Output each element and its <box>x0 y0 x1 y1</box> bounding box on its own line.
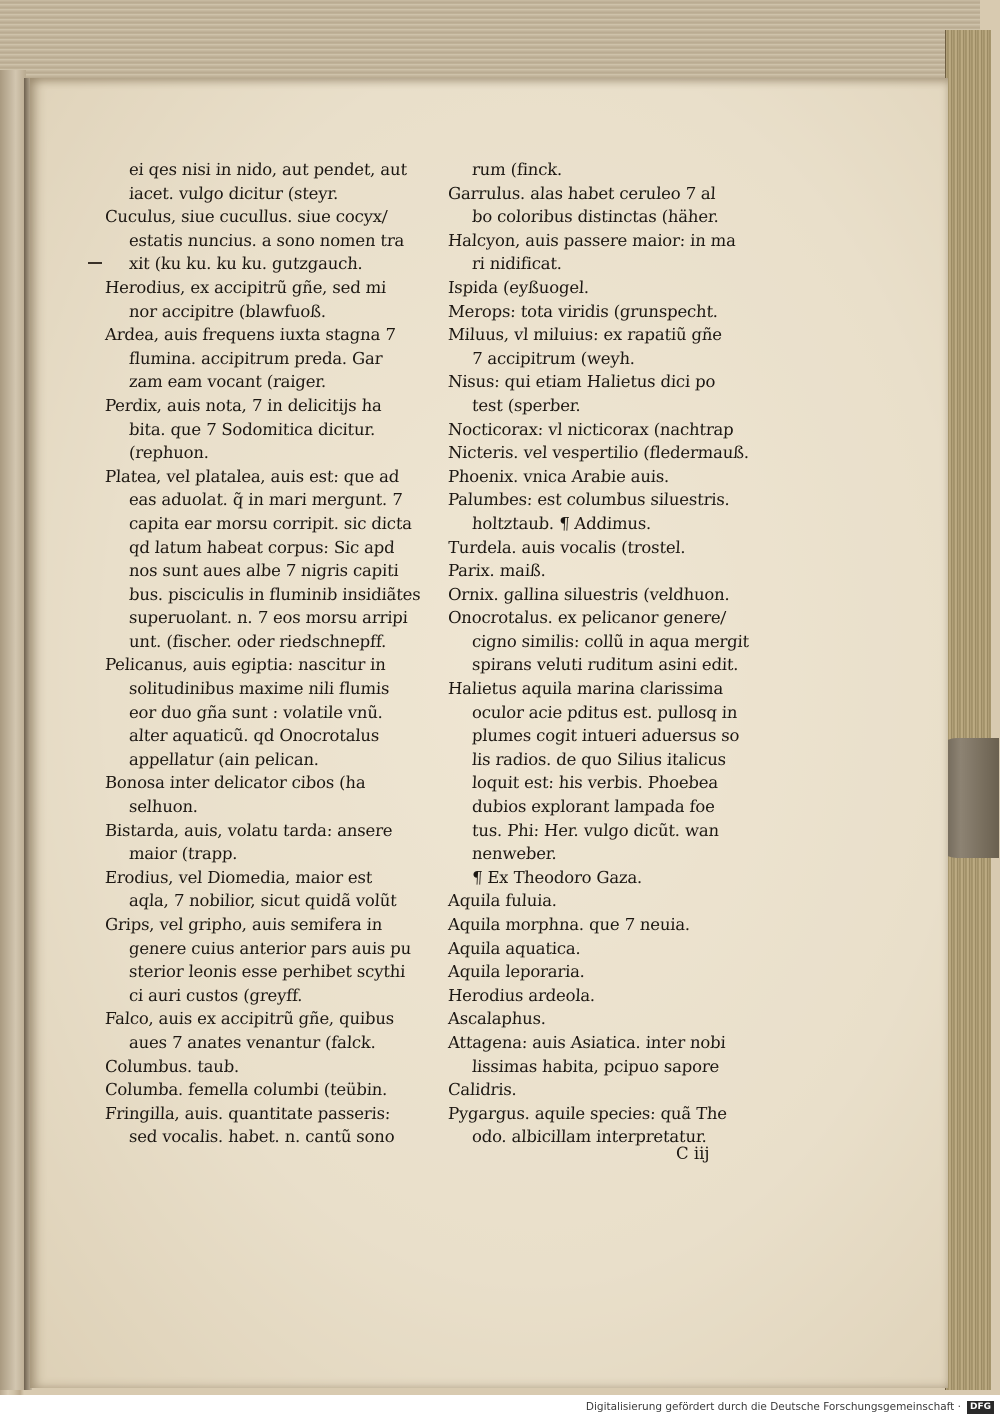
text-line: Perdix, auis nota, 7 in delicitijs ha <box>104 395 383 415</box>
right-text-column <box>448 158 793 1149</box>
text-line: Palumbes: est columbus siluestris. <box>447 490 731 510</box>
text-line: rum (finck. <box>471 160 563 179</box>
signature-mark: C iij <box>676 1144 710 1163</box>
text-line: lissimas habita, pcipuo sapore <box>471 1056 720 1076</box>
text-line: ¶ Ex Theodoro Gaza. <box>471 867 643 887</box>
text-line: flumina. accipitrum preda. Gar <box>128 348 383 368</box>
text-line: Calidris. <box>447 1080 518 1100</box>
text-line: ci auri custos (greyff. <box>128 985 304 1005</box>
text-line: zam eam vocant (raiger. <box>128 372 327 392</box>
digitization-footer <box>0 1395 1000 1419</box>
text-line: Grips, vel gripho, auis semifera in <box>104 915 383 934</box>
text-line: lis radios. de quo Silius italicus <box>471 749 727 769</box>
text-line: Halietus aquila marina clarissima <box>447 679 724 699</box>
text-line: Erodius, vel Diomedia, maior est <box>104 867 373 887</box>
page-fore-edge <box>945 30 991 1390</box>
text-line: selhuon. <box>128 797 199 817</box>
text-line: Nocticorax: vl nicticorax (nachtrap <box>447 419 735 439</box>
page-top-edges <box>0 0 980 82</box>
text-line: nos sunt aues albe 7 nigris capiti <box>128 561 400 581</box>
text-line: capita ear morsu corripit. sic dicta <box>128 513 413 533</box>
text-line: Columba. femella columbi (teübin. <box>104 1080 388 1100</box>
text-line: (rephuon. <box>128 443 210 463</box>
text-line: Bistarda, auis, volatu tarda: ansere <box>104 820 393 840</box>
text-line: Ascalaphus. <box>447 1009 547 1029</box>
footer-credit: Digitalisierung gefördert durch die Deutsche Forschungsgemeinschaft · <box>585 1401 961 1413</box>
text-line: Ispida (eyßuogel. <box>447 277 590 297</box>
facing-page-edge <box>0 70 26 1390</box>
text-line: Pelicanus, auis egiptia: nascitur in <box>104 655 387 675</box>
text-line: Fringilla, auis. quantitate passeris: <box>104 1103 391 1123</box>
text-line: eas aduolat. q̃ in mari mergunt. 7 <box>128 490 404 510</box>
text-line: bita. que 7 Sodomitica dicitur. <box>128 419 376 439</box>
text-line: Garrulus. alas habet ceruleo 7 al <box>447 183 717 203</box>
text-line: estatis nuncius. a sono nomen tra <box>128 230 405 250</box>
text-line: plumes cogit intueri aduersus so <box>471 726 740 746</box>
text-line: Halcyon, auis passere maior: in ma <box>447 230 737 250</box>
text-line: Nisus: qui etiam Halietus dici po <box>447 372 716 392</box>
text-line: appellatur (ain pelican. <box>128 749 320 769</box>
text-line: Aquila aquatica. <box>447 938 582 958</box>
text-line: bo coloribus distinctas (häher. <box>471 207 720 227</box>
text-line: ei qes nisi in nido, aut pendet, aut <box>128 160 408 179</box>
text-line: odo. albicillam interpretatur. <box>471 1127 708 1147</box>
text-line: Onocrotalus. ex pelicanor genere/ <box>447 608 727 628</box>
text-line: iacet. vulgo dicitur (steyr. <box>128 183 339 203</box>
text-line: Attagena: auis Asiatica. inter nobi <box>447 1032 727 1052</box>
text-line: maior (trapp. <box>128 844 238 864</box>
text-line: genere cuius anterior pars auis pu <box>128 938 412 958</box>
text-line: nenweber. <box>471 844 558 864</box>
text-line: spirans veluti ruditum asini edit. <box>471 655 739 675</box>
text-line: Pygargus. aquile species: quã The <box>447 1103 728 1123</box>
text-line: sed vocalis. habet. n. cantũ sono <box>128 1127 395 1147</box>
text-line: test (sperber. <box>471 395 582 415</box>
text-line: Nicteris. vel vespertilio (fledermauß. <box>447 443 750 463</box>
text-line: Ornix. gallina siluestris (veldhuon. <box>447 584 731 604</box>
text-line: Herodius, ex accipitrũ gñe, sed mi <box>104 277 387 297</box>
text-line: Platea, vel platalea, auis est: que ad <box>104 466 400 486</box>
margin-mark <box>88 262 102 264</box>
text-line: loquit est: his verbis. Phoebea <box>471 773 719 793</box>
text-line: dubios explorant lampada foe <box>471 797 716 817</box>
text-line: Merops: tota viridis (grunspecht. <box>447 301 719 321</box>
text-line: aqla, 7 nobilior, sicut quidã volũt <box>128 891 398 911</box>
text-line: Herodius ardeola. <box>447 985 596 1005</box>
text-line: cigno similis: collũ in aqua mergit <box>471 631 750 651</box>
text-line: bus. pisciculis in fluminib insidiãtes <box>128 584 422 604</box>
text-line: alter aquaticũ. qd Onocrotalus <box>128 726 380 746</box>
text-line: tus. Phi: Her. vulgo dicũt. wan <box>471 820 720 840</box>
dfg-logo: DFG <box>967 1401 994 1414</box>
text-line: Bonosa inter delicator cibos (ha <box>104 773 366 793</box>
text-line: superuolant. n. 7 eos morsu arripi <box>128 608 409 628</box>
text-line: Falco, auis ex accipitrũ gñe, quibus <box>104 1009 395 1029</box>
text-line: Phoenix. vnica Arabie auis. <box>447 466 670 486</box>
text-line: Parix. maiß. <box>447 561 547 581</box>
text-line: xit (ku ku. ku ku. gutzgauch. <box>128 254 364 274</box>
text-line: Cuculus, siue cucullus. siue cocyx/ <box>104 207 388 227</box>
text-line: aues 7 anates venantur (falck. <box>128 1032 377 1052</box>
text-line: sterior leonis esse perhibet scythi <box>128 962 406 982</box>
text-line: Columbus. taub. <box>104 1056 240 1076</box>
text-line: Aquila morphna. que 7 neuia. <box>447 915 691 934</box>
text-line: Miluus, vl miluius: ex rapatiũ gñe <box>447 325 723 345</box>
text-line: Aquila fuluia. <box>447 891 558 911</box>
text-line: eor duo gña sunt : volatile vnũ. <box>128 702 384 722</box>
text-line: qd latum habeat corpus: Sic apd <box>128 537 396 557</box>
text-line: nor accipitre (blawfuoß. <box>128 301 327 321</box>
text-line: unt. (fischer. oder riedschnepff. <box>128 631 387 651</box>
text-line: Turdela. auis vocalis (trostel. <box>447 537 687 557</box>
text-line: Aquila leporaria. <box>447 962 586 982</box>
text-line: oculor acie pditus est. pullosq in <box>471 702 738 722</box>
text-line: holtztaub. ¶ Addimus. <box>471 513 652 533</box>
text-line: ri nidificat. <box>471 254 563 274</box>
text-line: Ardea, auis frequens iuxta stagna 7 <box>104 325 397 345</box>
text-line: solitudinibus maxime nili flumis <box>128 679 390 699</box>
left-text-column <box>105 158 440 1149</box>
text-line: 7 accipitrum (weyh. <box>471 348 636 368</box>
